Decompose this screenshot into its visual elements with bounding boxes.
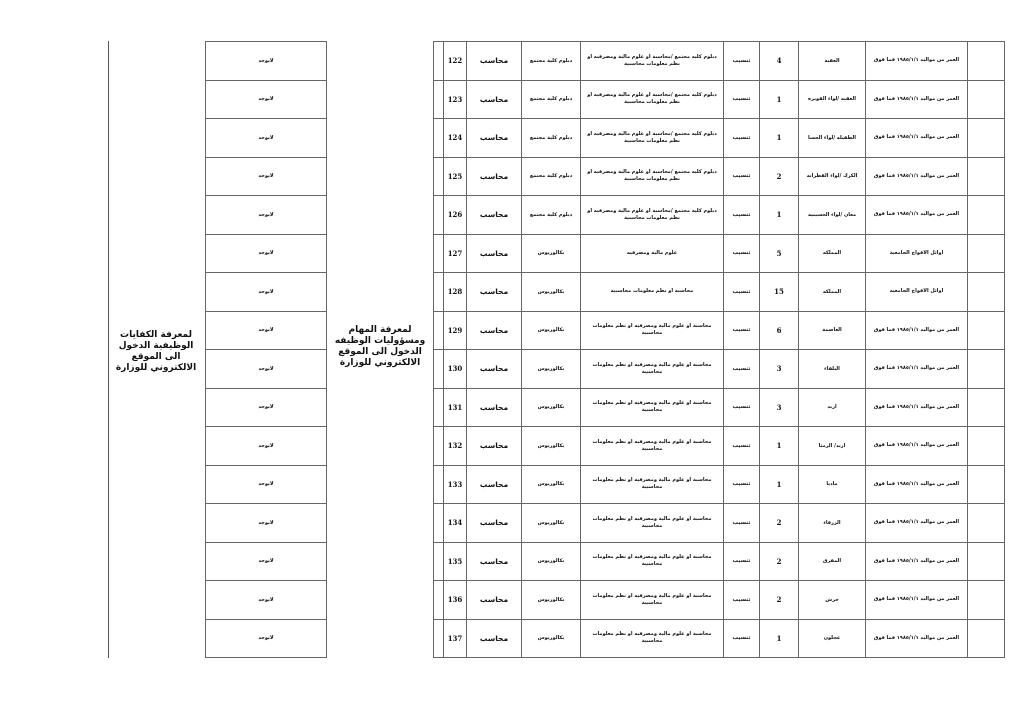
specialization-cell: دبلوم كليه مجتمع /محاسبة او علوم مالية ومصرفيه او نظم معلومات محاسبية bbox=[581, 119, 724, 158]
vacancy-count-cell: 4 bbox=[760, 42, 799, 81]
location-cell: عجلون bbox=[799, 619, 866, 658]
empty-cell bbox=[434, 350, 444, 389]
table-row bbox=[206, 388, 327, 427]
table-row bbox=[206, 196, 327, 235]
appointment-type-cell: تنسيب bbox=[724, 273, 760, 312]
age-condition-cell: العمر من مواليد ١٩٨٥/١/١ فما فوق bbox=[866, 619, 968, 658]
vacancy-count-cell: 2 bbox=[760, 157, 799, 196]
row-number-cell: 122 bbox=[444, 42, 467, 81]
age-condition-cell: العمر من مواليد ١٩٨٥/١/١ فما فوق bbox=[866, 465, 968, 504]
table-row bbox=[206, 542, 327, 581]
other-requirements-cell: لايوجد bbox=[206, 465, 327, 504]
table-row bbox=[206, 157, 327, 196]
other-requirements-cell: لايوجد bbox=[206, 350, 327, 389]
job-title-cell: محاسب bbox=[467, 542, 522, 581]
empty-cell bbox=[968, 80, 1005, 119]
vacancy-count-cell: 1 bbox=[760, 619, 799, 658]
specialization-cell: دبلوم كليه مجتمع /محاسبة او علوم مالية ومصرفيه او نظم معلومات محاسبية bbox=[581, 80, 724, 119]
empty-cell bbox=[968, 119, 1005, 158]
specialization-cell: محاسبة او علوم مالية ومصرفيه او نظم معلومات محاسبية bbox=[581, 619, 724, 658]
degree-cell: بكالوريوس bbox=[522, 388, 581, 427]
empty-cell bbox=[968, 542, 1005, 581]
appointment-type-cell: تنسيب bbox=[724, 157, 760, 196]
competencies-note: لمعرفة الكفايات الوظيفية الدخول الى الموقع الالكتروني للوزارة bbox=[115, 330, 197, 373]
row-number-cell: 132 bbox=[444, 427, 467, 466]
degree-cell: بكالوريوس bbox=[522, 234, 581, 273]
other-requirements-cell: لايوجد bbox=[206, 388, 327, 427]
other-requirements-cell: لايوجد bbox=[206, 196, 327, 235]
job-title-cell: محاسب bbox=[467, 311, 522, 350]
location-cell: المفرق bbox=[799, 542, 866, 581]
degree-cell: بكالوريوس bbox=[522, 619, 581, 658]
job-title-cell: محاسب bbox=[467, 234, 522, 273]
degree-cell: بكالوريوس bbox=[522, 542, 581, 581]
appointment-type-cell: تنسيب bbox=[724, 119, 760, 158]
table-row bbox=[434, 350, 1005, 389]
degree-cell: دبلوم كلية مجتمع bbox=[522, 157, 581, 196]
degree-cell: دبلوم كلية مجتمع bbox=[522, 119, 581, 158]
age-condition-cell: اوائل الافواج الجامعية bbox=[866, 234, 968, 273]
empty-cell bbox=[434, 311, 444, 350]
vacancy-count-cell: 1 bbox=[760, 196, 799, 235]
empty-cell bbox=[434, 157, 444, 196]
vacancy-count-cell: 5 bbox=[760, 234, 799, 273]
table-row bbox=[434, 504, 1005, 543]
table-row bbox=[434, 80, 1005, 119]
vacancy-count-cell: 6 bbox=[760, 311, 799, 350]
row-number-cell: 123 bbox=[444, 80, 467, 119]
empty-cell bbox=[968, 157, 1005, 196]
row-number-cell: 130 bbox=[444, 350, 467, 389]
table-row bbox=[206, 80, 327, 119]
location-cell: الزرقاء bbox=[799, 504, 866, 543]
specialization-cell: محاسبة او علوم مالية ومصرفيه او نظم معلومات محاسبية bbox=[581, 388, 724, 427]
row-number-cell: 135 bbox=[444, 542, 467, 581]
location-cell: المملكه bbox=[799, 234, 866, 273]
other-requirements-cell: لايوجد bbox=[206, 119, 327, 158]
row-number-cell: 137 bbox=[444, 619, 467, 658]
location-cell: المملكه bbox=[799, 273, 866, 312]
degree-cell: بكالوريوس bbox=[522, 273, 581, 312]
location-cell: اربد bbox=[799, 388, 866, 427]
specialization-cell: محاسبة او علوم مالية ومصرفيه او نظم معلومات محاسبية bbox=[581, 350, 724, 389]
location-cell: الطفيله /لواء الحسا bbox=[799, 119, 866, 158]
degree-cell: دبلوم كلية مجتمع bbox=[522, 196, 581, 235]
appointment-type-cell: تنسيب bbox=[724, 427, 760, 466]
location-cell: جرش bbox=[799, 581, 866, 620]
appointment-type-cell: تنسيب bbox=[724, 42, 760, 81]
appointment-type-cell: تنسيب bbox=[724, 619, 760, 658]
table-row bbox=[206, 427, 327, 466]
appointment-type-cell: تنسيب bbox=[724, 504, 760, 543]
specialization-cell: دبلوم كليه مجتمع /محاسبة او علوم مالية ومصرفيه او نظم معلومات محاسبية bbox=[581, 157, 724, 196]
age-condition-cell: العمر من مواليد ١٩٨٥/١/١ فما فوق bbox=[866, 427, 968, 466]
location-cell: الكرك /لواء القطرانه bbox=[799, 157, 866, 196]
other-requirements-cell: لايوجد bbox=[206, 234, 327, 273]
job-title-cell: محاسب bbox=[467, 504, 522, 543]
age-condition-cell: العمر من مواليد ١٩٨٥/١/١ فما فوق bbox=[866, 388, 968, 427]
degree-cell: بكالوريوس bbox=[522, 581, 581, 620]
row-number-cell: 129 bbox=[444, 311, 467, 350]
appointment-type-cell: تنسيب bbox=[724, 465, 760, 504]
empty-cell bbox=[434, 427, 444, 466]
location-cell: العقبه /لواء القويرة bbox=[799, 80, 866, 119]
vacancy-count-cell: 1 bbox=[760, 465, 799, 504]
age-condition-cell: العمر من مواليد ١٩٨٥/١/١ فما فوق bbox=[866, 350, 968, 389]
specialization-cell: دبلوم كليه مجتمع /محاسبة او علوم مالية ومصرفيه او نظم معلومات محاسبية bbox=[581, 42, 724, 81]
appointment-type-cell: تنسيب bbox=[724, 311, 760, 350]
location-cell: العقبة bbox=[799, 42, 866, 81]
empty-cell bbox=[968, 504, 1005, 543]
other-requirements-cell: لايوجد bbox=[206, 542, 327, 581]
row-number-cell: 134 bbox=[444, 504, 467, 543]
degree-cell: بكالوريوس bbox=[522, 465, 581, 504]
appointment-type-cell: تنسيب bbox=[724, 234, 760, 273]
table-row bbox=[206, 465, 327, 504]
degree-cell: بكالوريوس bbox=[522, 504, 581, 543]
table-row bbox=[434, 196, 1005, 235]
table-row bbox=[206, 311, 327, 350]
empty-cell bbox=[968, 196, 1005, 235]
empty-cell bbox=[968, 350, 1005, 389]
specialization-cell: محاسبة او علوم مالية ومصرفيه او نظم معلومات محاسبية bbox=[581, 465, 724, 504]
vacancy-count-cell: 2 bbox=[760, 542, 799, 581]
table-row bbox=[206, 42, 327, 81]
age-condition-cell: العمر من مواليد ١٩٨٥/١/١ فما فوق bbox=[866, 119, 968, 158]
empty-cell bbox=[434, 542, 444, 581]
job-title-cell: محاسب bbox=[467, 196, 522, 235]
age-condition-cell: العمر من مواليد ١٩٨٥/١/١ فما فوق bbox=[866, 157, 968, 196]
job-title-cell: محاسب bbox=[467, 427, 522, 466]
empty-cell bbox=[434, 581, 444, 620]
empty-cell bbox=[434, 196, 444, 235]
vacancy-count-cell: 1 bbox=[760, 427, 799, 466]
age-condition-cell: العمر من مواليد ١٩٨٥/١/١ فما فوق bbox=[866, 542, 968, 581]
empty-cell bbox=[434, 388, 444, 427]
table-row bbox=[434, 427, 1005, 466]
table-row bbox=[434, 42, 1005, 81]
age-condition-cell: العمر من مواليد ١٩٨٥/١/١ فما فوق bbox=[866, 196, 968, 235]
row-number-cell: 124 bbox=[444, 119, 467, 158]
empty-cell bbox=[434, 619, 444, 658]
job-title-cell: محاسب bbox=[467, 388, 522, 427]
appointment-type-cell: تنسيب bbox=[724, 196, 760, 235]
job-title-cell: محاسب bbox=[467, 465, 522, 504]
empty-cell bbox=[968, 619, 1005, 658]
empty-cell bbox=[434, 465, 444, 504]
age-condition-cell: العمر من مواليد ١٩٨٥/١/١ فما فوق bbox=[866, 80, 968, 119]
specialization-cell: محاسبة او علوم مالية ومصرفيه او نظم معلومات محاسبية bbox=[581, 427, 724, 466]
degree-cell: بكالوريوس bbox=[522, 427, 581, 466]
vacancy-count-cell: 3 bbox=[760, 388, 799, 427]
empty-cell bbox=[968, 465, 1005, 504]
age-condition-cell: العمر من مواليد ١٩٨٥/١/١ فما فوق bbox=[866, 42, 968, 81]
other-requirements-cell: لايوجد bbox=[206, 42, 327, 81]
empty-cell bbox=[434, 42, 444, 81]
row-number-cell: 126 bbox=[444, 196, 467, 235]
age-condition-cell: العمر من مواليد ١٩٨٥/١/١ فما فوق bbox=[866, 311, 968, 350]
empty-cell bbox=[968, 42, 1005, 81]
degree-cell: بكالوريوس bbox=[522, 311, 581, 350]
table-row bbox=[434, 465, 1005, 504]
appointment-type-cell: تنسيب bbox=[724, 388, 760, 427]
degree-cell: دبلوم كلية مجتمع bbox=[522, 42, 581, 81]
vacancy-count-cell: 2 bbox=[760, 581, 799, 620]
degree-cell: بكالوريوس bbox=[522, 350, 581, 389]
specialization-cell: دبلوم كليه مجتمع /محاسبة او علوم مالية ومصرفيه او نظم معلومات محاسبية bbox=[581, 196, 724, 235]
row-number-cell: 131 bbox=[444, 388, 467, 427]
appointment-type-cell: تنسيب bbox=[724, 350, 760, 389]
age-condition-cell: العمر من مواليد ١٩٨٥/١/١ فما فوق bbox=[866, 581, 968, 620]
appointment-type-cell: تنسيب bbox=[724, 581, 760, 620]
vacancies-table bbox=[433, 41, 1005, 658]
table-row bbox=[206, 350, 327, 389]
job-title-cell: محاسب bbox=[467, 42, 522, 81]
empty-cell bbox=[968, 311, 1005, 350]
row-number-cell: 128 bbox=[444, 273, 467, 312]
age-condition-cell: العمر من مواليد ١٩٨٥/١/١ فما فوق bbox=[866, 504, 968, 543]
other-requirements-cell: لايوجد bbox=[206, 273, 327, 312]
table-row bbox=[434, 119, 1005, 158]
specialization-cell: محاسبة او علوم مالية ومصرفيه او نظم معلومات محاسبية bbox=[581, 581, 724, 620]
job-title-cell: محاسب bbox=[467, 80, 522, 119]
degree-cell: دبلوم كلية مجتمع bbox=[522, 80, 581, 119]
table-row bbox=[434, 157, 1005, 196]
specialization-cell: محاسبة او علوم مالية ومصرفيه او نظم معلومات محاسبية bbox=[581, 542, 724, 581]
table-row bbox=[206, 234, 327, 273]
table-row bbox=[434, 581, 1005, 620]
duties-note: لمعرفة المهام ومسؤوليات الوظيفه الدخول الى الموقع الالكتروني للوزارة bbox=[334, 325, 426, 368]
specialization-cell: محاسبة او علوم مالية ومصرفيه او نظم معلومات محاسبية bbox=[581, 311, 724, 350]
other-requirements-cell: لايوجد bbox=[206, 157, 327, 196]
other-requirements-cell: لايوجد bbox=[206, 80, 327, 119]
table-row bbox=[434, 234, 1005, 273]
table-row bbox=[206, 504, 327, 543]
job-title-cell: محاسب bbox=[467, 157, 522, 196]
job-title-cell: محاسب bbox=[467, 273, 522, 312]
other-requirements-cell: لايوجد bbox=[206, 427, 327, 466]
empty-cell bbox=[434, 80, 444, 119]
vacancy-count-cell: 3 bbox=[760, 350, 799, 389]
location-cell: البلقاء bbox=[799, 350, 866, 389]
requirements-table bbox=[205, 41, 327, 658]
table-row bbox=[434, 542, 1005, 581]
table-row bbox=[206, 619, 327, 658]
table-row bbox=[434, 388, 1005, 427]
location-cell: العاصمة bbox=[799, 311, 866, 350]
location-cell: مادبا bbox=[799, 465, 866, 504]
table-row bbox=[434, 273, 1005, 312]
vacancy-count-cell: 1 bbox=[760, 80, 799, 119]
specialization-cell: محاسبة او نظم معلومات محاسبية bbox=[581, 273, 724, 312]
empty-cell bbox=[968, 581, 1005, 620]
vacancy-count-cell: 1 bbox=[760, 119, 799, 158]
other-requirements-cell: لايوجد bbox=[206, 619, 327, 658]
table-row bbox=[434, 619, 1005, 658]
location-cell: اربد/ الرمثا bbox=[799, 427, 866, 466]
vacancy-count-cell: 15 bbox=[760, 273, 799, 312]
empty-cell bbox=[968, 388, 1005, 427]
table-row bbox=[206, 273, 327, 312]
vacancy-count-cell: 2 bbox=[760, 504, 799, 543]
job-title-cell: محاسب bbox=[467, 619, 522, 658]
row-number-cell: 125 bbox=[444, 157, 467, 196]
job-title-cell: محاسب bbox=[467, 119, 522, 158]
empty-cell bbox=[968, 427, 1005, 466]
empty-cell bbox=[434, 273, 444, 312]
appointment-type-cell: تنسيب bbox=[724, 542, 760, 581]
appointment-type-cell: تنسيب bbox=[724, 80, 760, 119]
row-number-cell: 136 bbox=[444, 581, 467, 620]
empty-cell bbox=[968, 273, 1005, 312]
other-requirements-cell: لايوجد bbox=[206, 311, 327, 350]
table-row bbox=[206, 119, 327, 158]
location-cell: معان /لواء الحسينيه bbox=[799, 196, 866, 235]
job-title-cell: محاسب bbox=[467, 581, 522, 620]
table-row bbox=[434, 311, 1005, 350]
empty-cell bbox=[434, 234, 444, 273]
row-number-cell: 133 bbox=[444, 465, 467, 504]
empty-cell bbox=[434, 119, 444, 158]
page-left-rule bbox=[108, 41, 109, 658]
table-row bbox=[206, 581, 327, 620]
age-condition-cell: اوائل الافواج الجامعية bbox=[866, 273, 968, 312]
specialization-cell: علوم مالية ومصرفيه bbox=[581, 234, 724, 273]
row-number-cell: 127 bbox=[444, 234, 467, 273]
specialization-cell: محاسبة او علوم مالية ومصرفيه او نظم معلومات محاسبية bbox=[581, 504, 724, 543]
job-title-cell: محاسب bbox=[467, 350, 522, 389]
empty-cell bbox=[968, 234, 1005, 273]
other-requirements-cell: لايوجد bbox=[206, 504, 327, 543]
other-requirements-cell: لايوجد bbox=[206, 581, 327, 620]
empty-cell bbox=[434, 504, 444, 543]
